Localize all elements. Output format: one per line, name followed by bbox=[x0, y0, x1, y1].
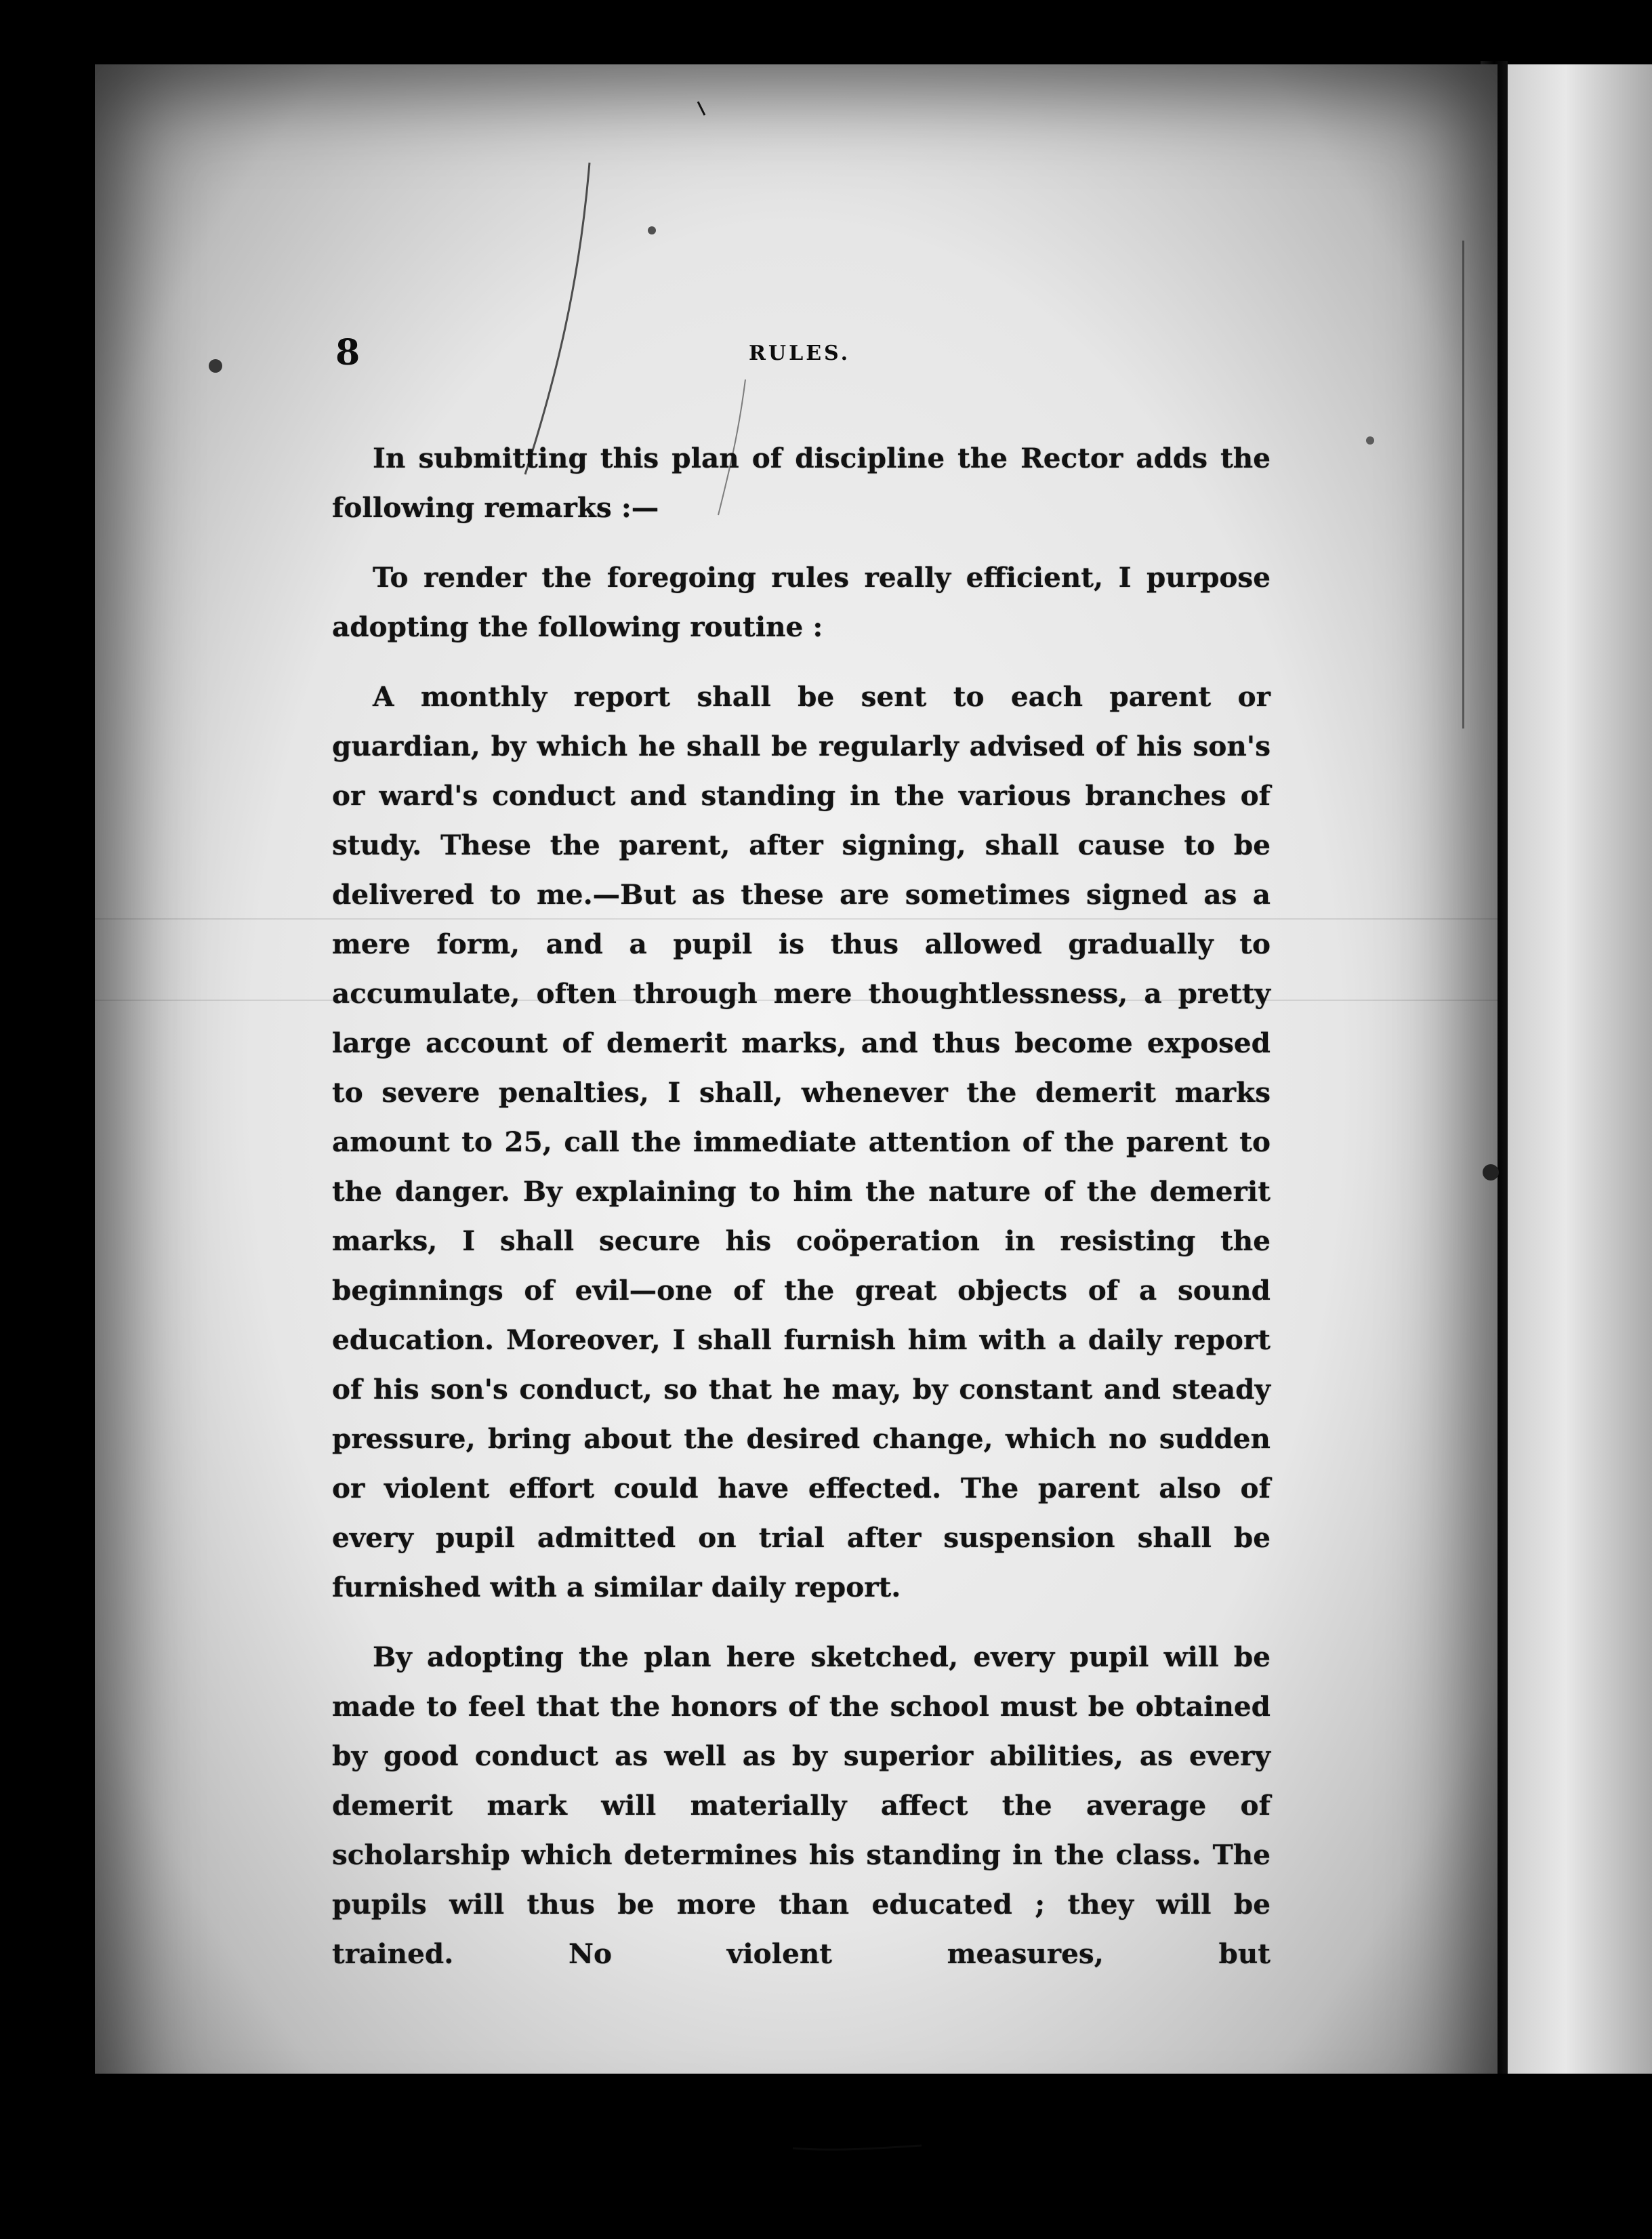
margin-pencil-line bbox=[1462, 241, 1464, 728]
paragraph: In submitting this plan of discipline the Rector adds the following remarks :— bbox=[332, 442, 1271, 524]
paragraph: By adopting the plan here sketched, every pupil will be made to feel that the honors of the school must be obtained by good conduct as well as by superior abilities, as every demerit mark will materially affect the average of scholarship which determines his standing in the class. The pupils will thus be more than educated ; they will be trained. No violent measures, but bbox=[332, 1641, 1271, 1970]
paragraph: To render the foregoing rules really efficient, I purpose adopting the following routine : bbox=[332, 561, 1271, 643]
adjacent-page bbox=[1508, 64, 1652, 2213]
body-text bbox=[332, 434, 1271, 1999]
running-head bbox=[335, 332, 1271, 379]
scan-border bbox=[0, 2074, 1652, 2239]
paragraph: A monthly report shall be sent to each parent or guardian, by which he shall be regularly advised of his son's or ward's conduct and standing in the various branches of study. These the parent, after signing, shall cause to be delivered to me.—But as these are sometimes signed as a mere form, and a pupil is thus allowed gradually to accumulate, often through mere thoughtlessness, a pretty large account of demerit marks, and thus become exposed to severe penalties, I shall, whenever the demerit marks amount to 25, call the immediate attention of the parent to the danger. By explaining to him the nature of the demerit marks, I shall secure his coöperation in resisting the beginnings of evil—one of the great objects of a sound education. Moreover, I shall furnish him with a daily report of his son's conduct, so that he may, by constant and steady pressure, bring about the desired change, which no sudden or violent effort could have effected. The parent also of every pupil admitted on trial after suspension shall be furnished with a similar daily report. bbox=[332, 680, 1271, 1603]
running-title: RULES. bbox=[749, 342, 851, 365]
page-number: 8 bbox=[335, 332, 360, 373]
